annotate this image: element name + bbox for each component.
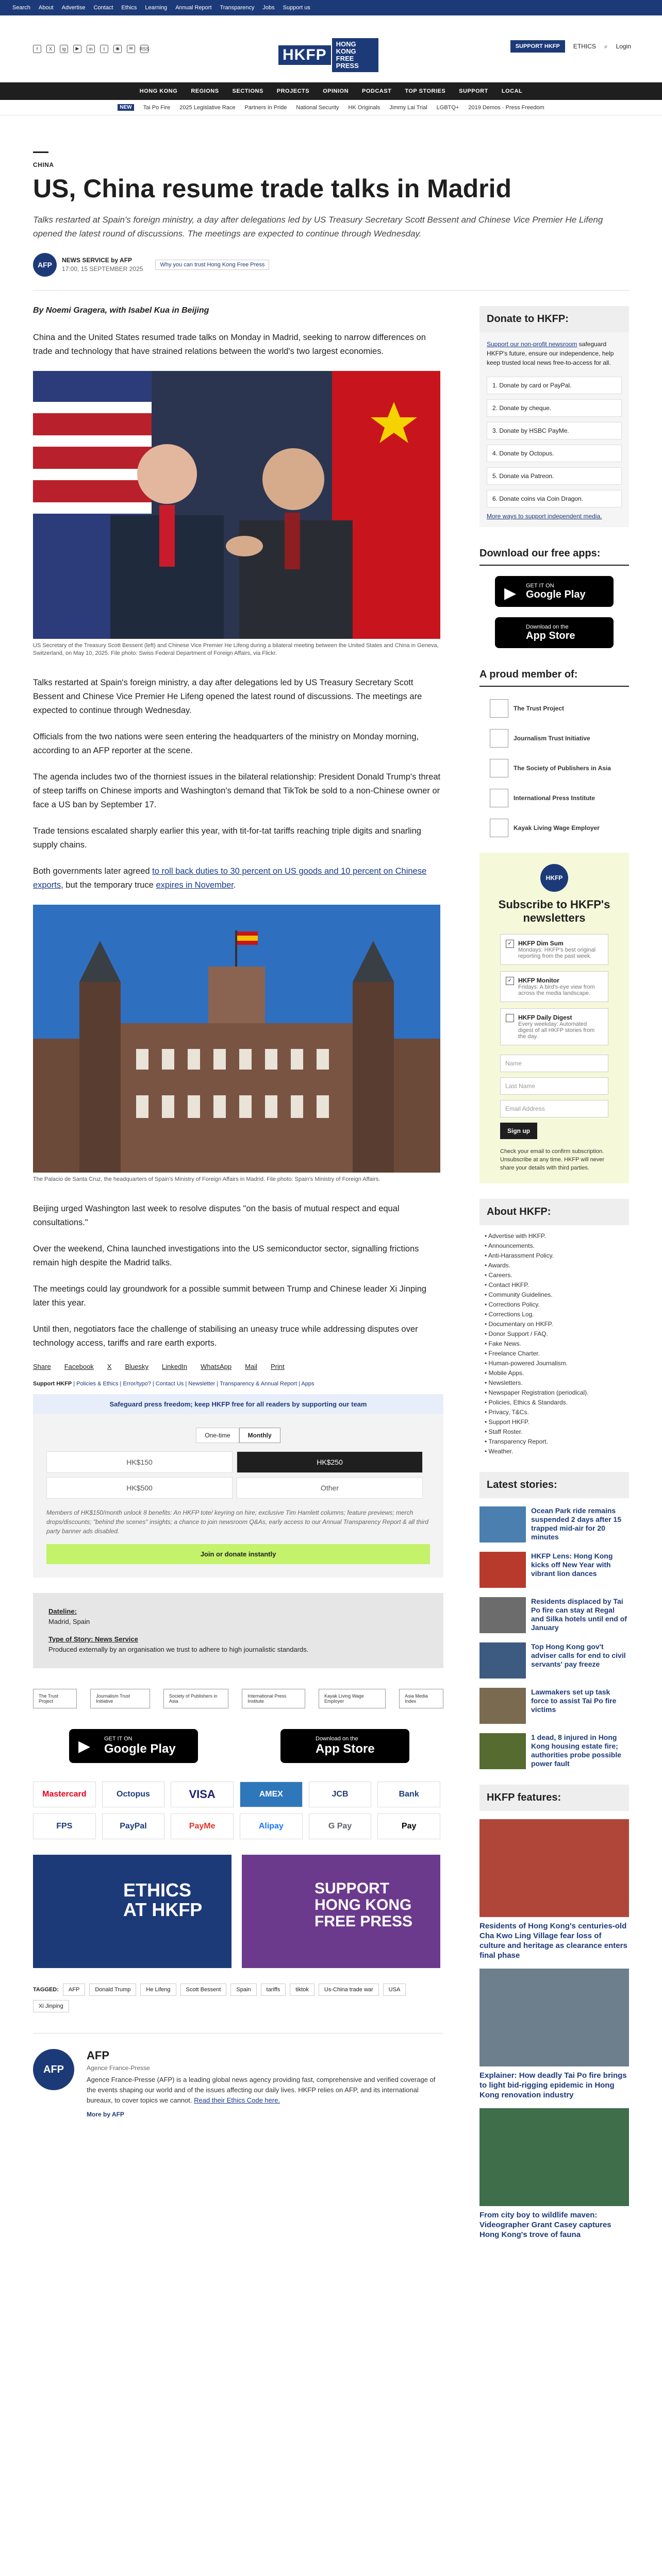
support-button[interactable]: SUPPORT HKFP	[510, 40, 565, 53]
newsletter-name: ✓ HKFP Dim Sum	[518, 940, 564, 947]
paragraph: Officials from the two nations were seen entering the headquarters of the ministry on Monday morning, according to an AFP reporter at the scene.	[33, 732, 419, 755]
store-small: Download on the	[526, 623, 569, 630]
bluesky-icon[interactable]: ◉	[113, 45, 122, 53]
author-info	[87, 2049, 443, 2118]
subnav-item[interactable]: Tai Po Fire	[143, 104, 171, 111]
story-type-label: Type of Story: News Service	[48, 1635, 138, 1643]
trust-link[interactable]: Why you can trust Hong Kong Free Press	[155, 260, 269, 270]
footer-link[interactable]: Transparency & Annual Report	[220, 1381, 297, 1387]
story-thumbnail	[479, 1688, 526, 1724]
story-thumbnail	[479, 1506, 526, 1543]
donate-option[interactable]: 6. Donate coins via Coin Dragon.	[487, 490, 622, 507]
content-layout	[0, 291, 662, 2240]
text: , but the temporary truce	[61, 880, 156, 890]
side-app-store-button[interactable]	[495, 617, 614, 648]
footer-link[interactable]: Apps	[301, 1381, 315, 1387]
trust-project-icon	[490, 699, 508, 718]
store-name: App Store	[526, 630, 575, 641]
donate-heading: Donate to HKFP:	[479, 306, 629, 332]
donate-option[interactable]: 2. Donate by cheque.	[487, 399, 622, 417]
badge-trust-project[interactable]: The Trust Project	[33, 1689, 77, 1708]
member-label: The Trust Project	[514, 705, 565, 712]
member-label: Kayak Living Wage Employer	[514, 824, 600, 832]
paragraph: The agenda includes two of the thorniest issues in the bilateral relationship: President Donald Trump's threat of steep tariffs on Chinese imports and Washington's demand that TikTok be sold to a non-Chinese owner or face a US ban by September 17.	[33, 772, 441, 809]
pay-jcb[interactable]: JCB	[309, 1782, 372, 1807]
share-mail[interactable]: Mail	[245, 1363, 257, 1370]
amount-option[interactable]: HK$150	[46, 1451, 233, 1473]
subnav-item[interactable]: National Security	[296, 104, 339, 111]
pay-applepay[interactable]: Pay	[377, 1814, 440, 1839]
support-link[interactable]: Support HKFP	[33, 1381, 72, 1387]
photo-palacio-santa-cruz	[33, 905, 440, 1173]
amount-options	[46, 1451, 423, 1499]
about-link[interactable]: • Fake News.	[485, 1339, 629, 1349]
source-name[interactable]: NEWS SERVICE by AFP	[62, 257, 133, 264]
about-link[interactable]: • Careers.	[485, 1270, 629, 1280]
subnav-item[interactable]: Partners in Pride	[244, 104, 287, 111]
about-link[interactable]: • Advertise with HKFP.	[485, 1231, 629, 1241]
topbar-item[interactable]: Advertise	[61, 5, 86, 11]
pay-paypal[interactable]: PayPal	[102, 1814, 165, 1839]
badge-ipi[interactable]: International Press Institute	[242, 1689, 305, 1708]
about-link[interactable]: • Mobile Apps.	[485, 1368, 629, 1378]
login-link[interactable]: Login	[616, 43, 631, 50]
tag[interactable]: Us-China trade war	[319, 1984, 379, 1996]
tag[interactable]: Scott Bessent	[180, 1984, 227, 1996]
nav-item[interactable]: PROJECTS	[276, 88, 310, 94]
nav-item[interactable]: OPINION	[323, 88, 349, 94]
safeguard-banner[interactable]: Safeguard press freedom; keep HKFP free for all readers by supporting our team	[33, 1394, 443, 1414]
topbar-item[interactable]: About	[38, 5, 54, 11]
jti-icon	[490, 729, 508, 748]
pay-gpay[interactable]: G Pay	[309, 1814, 372, 1839]
pay-fps[interactable]: FPS	[33, 1814, 96, 1839]
ethics-link[interactable]: ETHICS	[573, 43, 596, 50]
email-field[interactable]: Email Address	[500, 1100, 608, 1117]
tag[interactable]: Xi Jinping	[33, 2000, 69, 2012]
about-link[interactable]: • Community Guidelines.	[485, 1290, 629, 1300]
newsletter-desc: Every weekday: Automated digest of all HKFP stories from the day.	[518, 1021, 595, 1040]
text: Agence France-Presse (AFP) is a leading global news agency providing fast, comprehensive and verified coverage of the events shaping our world and of the issues affecting our daily lives. HKFP relies on AFP, and its international bureaux, to cover topics we cannot.	[87, 2076, 436, 2104]
newsletter-option[interactable]	[500, 934, 608, 965]
feature-title[interactable]: Explainer: How deadly Tai Po fire brings to light bid-rigging epidemic in Hong Kong renovation industry	[479, 2071, 627, 2099]
share-print[interactable]: Print	[270, 1363, 285, 1370]
nav-item[interactable]: LOCAL	[501, 88, 523, 94]
store-name: App Store	[316, 1742, 375, 1756]
photo-caption: The Palacio de Santa Cruz, the headquarters of Spain's Ministry of Foreign Affairs in Madrid. File photo: Spain's Ministry of Foreign Affairs.	[33, 1176, 380, 1182]
apps-heading: Download our free apps:	[479, 548, 629, 566]
paragraph	[33, 865, 443, 892]
story-details	[33, 1593, 443, 1668]
member-label: International Press Institute	[514, 794, 595, 802]
footer-link[interactable]: Newsletter	[188, 1381, 216, 1387]
nav-item[interactable]: PODCAST	[362, 88, 392, 94]
pay-mastercard[interactable]: Mastercard	[33, 1782, 96, 1807]
membership-note: Members of HK$150/month unlock 8 benefits: An HKFP tote/ keyring on hire; exclusive Tim Hamlett columns; feature previews; merch drops/discounts; "behind the scenes" insights; a chance to join newsroom Q&As, early access to our Annual Transparency Report & all third party banner ads disabled.	[46, 1509, 428, 1535]
member-badges	[33, 1689, 443, 1708]
x-icon[interactable]: X	[46, 45, 55, 53]
subnav-item[interactable]: 2025 Legislative Race	[179, 104, 236, 111]
paragraph: Until then, negotiators face the challenge of stabilising an uneasy truce while addressing disputes over technology access, tariffs and rare earth exports.	[33, 1325, 418, 1348]
hkfp-logo: HKFP	[540, 864, 568, 892]
inline-link[interactable]: to roll back duties to 30 percent on US goods and 10 percent on Chinese exports	[33, 867, 427, 890]
byline	[33, 253, 629, 277]
google-play-button[interactable]	[69, 1729, 198, 1763]
share-linkedin[interactable]: LinkedIn	[162, 1363, 188, 1370]
topbar-item[interactable]: Ethics	[121, 5, 137, 11]
author-bio	[87, 2075, 443, 2106]
promo-ethics[interactable]	[33, 1855, 231, 1968]
nav-item[interactable]: SECTIONS	[232, 88, 263, 94]
latest-story[interactable]	[479, 1597, 629, 1633]
promo-title: ETHICS AT HKFP	[123, 1879, 203, 1920]
about-link[interactable]: • Policies, Ethics & Standards.	[485, 1398, 629, 1408]
paragraph: Over the weekend, China launched investigations into the US semiconductor sector, signalling frictions remain high despite the Madrid talks.	[33, 1244, 419, 1267]
app-store-buttons	[33, 1729, 443, 1763]
byline-meta	[62, 256, 143, 274]
about-link[interactable]: • Newspaper Registration (periodical).	[485, 1388, 629, 1398]
share-bar	[33, 1363, 443, 1370]
newsletter-option[interactable]	[500, 971, 608, 1002]
topbar-item[interactable]: Jobs	[262, 5, 275, 11]
share-x[interactable]: X	[107, 1363, 112, 1370]
member-jti[interactable]	[490, 729, 619, 748]
photo-image	[33, 905, 440, 1173]
about-link[interactable]: • Weather.	[485, 1447, 629, 1456]
newsletter-desc: Mondays: HKFP's best original reporting from the past week.	[518, 947, 596, 959]
search-icon[interactable]: ⌕	[604, 42, 608, 50]
member-list	[479, 694, 629, 842]
name-field[interactable]: Name	[500, 1055, 608, 1072]
about-link[interactable]: • Support HKFP.	[485, 1417, 629, 1427]
member-label: Journalism Trust Initiative	[514, 735, 590, 742]
logo-mark: HKFP	[278, 45, 331, 65]
tag[interactable]: He Lifeng	[140, 1984, 176, 1996]
promo-banners	[33, 1855, 443, 1968]
story-title[interactable]: Lawmakers set up task force to assist Tai Po fire victims	[531, 1688, 617, 1714]
footer-link[interactable]: Policies & Ethics	[76, 1381, 119, 1387]
new-badge: NEW	[118, 104, 134, 111]
ethics-code-link[interactable]: Read their Ethics Code here.	[194, 2096, 280, 2104]
paragraph: Talks restarted at Spain's foreign ministry, a day after delegations led by US Treasury Secretary Scott Bessent and Chinese Vice Premier He Lifeng opened the latest round of discussions. The meetings are expected to continue through Wednesday.	[33, 678, 422, 715]
share-whatsapp[interactable]: WhatsApp	[201, 1363, 232, 1370]
sub-nav	[0, 100, 662, 115]
member-heading: A proud member of:	[479, 669, 629, 687]
share-label: Share	[33, 1363, 51, 1370]
donate-option[interactable]: 3. Donate by HSBC PayMe.	[487, 422, 622, 439]
story-type: Produced externally by an organisation we trust to adhere to high journalistic standards.	[48, 1646, 309, 1653]
paragraph: Beijing urged Washington last week to resolve disputes "on the basis of mutual respect and equal consultations."	[33, 1204, 400, 1227]
google-play-icon: ▶	[78, 1738, 91, 1755]
author-meta: Agence France-Presse	[87, 2064, 150, 2072]
sidebar	[479, 291, 629, 2240]
paragraph: Trade tensions escalated sharply earlier this year, with tit-for-tat tariffs reaching triple digits and snarling supply chains.	[33, 826, 421, 850]
about-link[interactable]: • Donor Support / FAQ.	[485, 1329, 629, 1339]
story-thumbnail	[479, 1642, 526, 1679]
feature-story[interactable]	[479, 2108, 629, 2240]
mail-icon[interactable]: ✉	[127, 45, 135, 53]
member-ipi[interactable]	[490, 789, 619, 807]
ipi-icon	[490, 789, 508, 807]
publish-date: 17:00, 15 SEPTEMBER 2025	[62, 265, 143, 273]
pay-alipay[interactable]: Alipay	[240, 1814, 303, 1839]
paragraph: The meetings could lay groundwork for a possible summit between Trump and Chinese leader Xi Jinping later this year.	[33, 1284, 427, 1308]
article-standfirst: Talks restarted at Spain's foreign ministry, a day after delegations led by US Treasury Secretary Scott Bessent and Chinese Vice Premier He Lifeng opened the latest round of discussions. The meetings are expected to continue through Wednesday.	[33, 215, 603, 239]
linkedin-icon[interactable]: in	[87, 45, 95, 53]
member-trust-project[interactable]	[490, 699, 619, 718]
last-name-field[interactable]: Last Name	[500, 1077, 608, 1095]
badge-asia-media[interactable]: Asia Media Index	[399, 1689, 443, 1708]
pay-amex[interactable]: AMEX	[240, 1782, 303, 1807]
newsletter-option[interactable]	[500, 1008, 608, 1045]
latest-story[interactable]	[479, 1552, 629, 1588]
about-link[interactable]: • Newsletters.	[485, 1378, 629, 1388]
feature-image	[479, 2108, 629, 2206]
pay-visa[interactable]: VISA	[171, 1782, 234, 1807]
youtube-icon[interactable]: ▶	[73, 45, 81, 53]
footer-links: Support HKFP | Policies & Ethics | Error/typo? | Contact Us | Newsletter | Transparency & Annual Report | Apps	[33, 1381, 315, 1387]
app-store-button[interactable]	[280, 1729, 409, 1763]
topbar-item[interactable]: Contact	[93, 5, 113, 11]
about-list	[479, 1231, 629, 1456]
photo-image	[33, 371, 440, 639]
main-nav	[0, 82, 662, 100]
text: .	[233, 880, 236, 890]
newsletter-fineprint: Check your email to confirm subscription. Unsubscribe at any time. HKFP will never share your details with third parties.	[500, 1148, 605, 1171]
member-label: The Society of Publishers in Asia	[514, 765, 611, 772]
about-link[interactable]: • Corrections Log.	[485, 1310, 629, 1319]
promo-support[interactable]	[242, 1855, 440, 1968]
about-link[interactable]: • Corrections Policy.	[485, 1300, 629, 1310]
member-kayak[interactable]	[490, 819, 619, 837]
freq-monthly[interactable]: Monthly	[239, 1428, 280, 1443]
feature-image	[479, 1819, 629, 1917]
header-actions	[510, 40, 631, 53]
photo-bessent-he-lifeng	[33, 371, 440, 639]
pay-bank[interactable]: Bank	[377, 1782, 440, 1807]
tag[interactable]: Spain	[230, 1984, 256, 1996]
nav-item[interactable]: HONG KONG	[139, 88, 178, 94]
story-title[interactable]: Residents displaced by Tai Po fire can stay at Regal and Silka hotels until end of January	[531, 1597, 627, 1632]
subnav-item[interactable]: Jimmy Lai Trial	[389, 104, 427, 111]
nav-item[interactable]: TOP STORIES	[405, 88, 446, 94]
paragraph: China and the United States resumed trade talks on Monday in Madrid, seeking to narrow differences on trade and technology that have strained relations between the world's two largest economies.	[33, 333, 426, 356]
donate-option[interactable]: 1. Donate by card or PayPal.	[487, 377, 622, 394]
about-link[interactable]: • Privacy, T&Cs.	[485, 1408, 629, 1417]
google-play-icon: ▶	[504, 585, 517, 602]
newsletter-signup	[479, 853, 629, 1183]
logo-text: HONG KONG FREE PRESS	[331, 38, 378, 72]
subnav-item[interactable]: LGBTQ+	[436, 104, 459, 111]
site-header	[0, 15, 662, 82]
kayak-icon	[490, 819, 508, 837]
tag[interactable]: USA	[383, 1984, 406, 1996]
dateline-label: Dateline:	[48, 1607, 77, 1615]
donate-intro	[487, 340, 622, 367]
about-link[interactable]: • Announcements.	[485, 1241, 629, 1251]
about-link[interactable]: • Awards.	[485, 1261, 629, 1270]
author-box	[33, 2033, 443, 2118]
facebook-icon[interactable]: f	[33, 45, 41, 53]
story-thumbnail	[479, 1733, 526, 1769]
store-name: Google Play	[104, 1742, 176, 1756]
newsletter-desc: Fridays: A bird's-eye view from across the media landscape.	[518, 984, 595, 996]
threads-icon[interactable]: t	[100, 45, 108, 53]
story-thumbnail	[479, 1552, 526, 1588]
photo-caption: US Secretary of the Treasury Scott Bessent (left) and Chinese Vice Premier He Lifeng during a bilateral meeting between the United States and China in Geneva, Switzerland, on May 10, 2025. File photo: Swiss Federal Department of Foreign Affairs, via Flickr.	[33, 642, 439, 656]
more-by-author[interactable]: More by AFP	[87, 2111, 124, 2118]
feature-image	[479, 1969, 629, 2066]
about-link[interactable]: • Contact HKFP.	[485, 1280, 629, 1290]
donate-box	[33, 1414, 443, 1578]
tags-label: TAGGED:	[33, 1987, 59, 1993]
store-small: GET IT ON	[104, 1736, 133, 1742]
donate-option[interactable]: 5. Donate via Patreon.	[487, 467, 622, 485]
about-link[interactable]: • Transparency Report.	[485, 1437, 629, 1447]
feature-title[interactable]: From city boy to wildlife maven: Videographer Grant Casey captures Hong Kong's trove of fauna	[479, 2211, 611, 2239]
latest-story[interactable]	[479, 1733, 629, 1769]
more-ways-link[interactable]: More ways to support independent media.	[487, 513, 602, 520]
author-name[interactable]: AFP	[87, 2049, 109, 2062]
article-title: US, China resume trade talks in Madrid	[33, 174, 512, 203]
feature-title[interactable]: Residents of Hong Kong's centuries-old Cha Kwo Ling Village fear loss of culture and heritage as clearance enters final phase	[479, 1922, 627, 1960]
social-icons	[33, 45, 148, 53]
pay-payme[interactable]: PayMe	[171, 1814, 234, 1839]
tag-list	[33, 1984, 443, 2012]
store-small: Download on the	[316, 1736, 358, 1742]
join-button[interactable]: Join or donate instantly	[46, 1544, 430, 1564]
donate-list	[479, 332, 629, 527]
pay-octopus[interactable]: Octopus	[102, 1782, 165, 1807]
story-title[interactable]: 1 dead, 8 injured in Hong Kong housing estate fire; authorities probe possible power fault	[531, 1733, 622, 1768]
frequency-toggle	[46, 1428, 430, 1443]
about-link[interactable]: • Human-powered Journalism.	[485, 1359, 629, 1368]
divider	[33, 151, 48, 153]
top-bar	[0, 0, 662, 15]
store-name: Google Play	[526, 588, 586, 600]
story-title[interactable]: Top Hong Kong gov't adviser calls for end to civil servants' pay freeze	[531, 1642, 626, 1668]
badge-jti[interactable]: Journalism Trust Initiative	[90, 1689, 150, 1708]
features-heading: HKFP features:	[479, 1785, 629, 1811]
subnav-item[interactable]: 2019 Demos · Press Freedom	[468, 104, 544, 111]
story-thumbnail	[479, 1597, 526, 1633]
amount-option-selected[interactable]: HK$250	[237, 1451, 423, 1473]
amount-option[interactable]: Other	[237, 1477, 423, 1499]
latest-story[interactable]	[479, 1642, 629, 1679]
tag[interactable]: tiktok	[290, 1984, 315, 1996]
freq-one-time[interactable]: One-time	[196, 1428, 239, 1443]
amount-option[interactable]: HK$500	[46, 1477, 233, 1499]
text: Both governments later agreed	[33, 867, 153, 876]
share-bluesky[interactable]: Bluesky	[125, 1363, 148, 1370]
tag[interactable]: tariffs	[261, 1984, 286, 1996]
donate-option[interactable]: 4. Donate by Octopus.	[487, 445, 622, 462]
article-header	[0, 115, 662, 277]
side-google-play-button[interactable]	[495, 576, 614, 607]
instagram-icon[interactable]: ig	[60, 45, 68, 53]
sopa-icon	[490, 759, 508, 777]
footer-link[interactable]: Error/typo?	[123, 1381, 151, 1387]
about-link[interactable]: • Freelance Charter.	[485, 1349, 629, 1359]
latest-heading: Latest stories:	[479, 1472, 629, 1498]
latest-story[interactable]	[479, 1688, 629, 1724]
signup-button[interactable]: Sign up	[500, 1123, 537, 1139]
site-logo[interactable]	[278, 38, 378, 72]
story-title[interactable]: HKFP Lens: Hong Kong kicks off New Year with vibrant lion dances	[531, 1552, 613, 1578]
donate-intro-link[interactable]: Support our non-profit newsroom	[487, 341, 577, 348]
topbar-item[interactable]: Search	[12, 5, 30, 11]
nav-item[interactable]: SUPPORT	[459, 88, 488, 94]
story-title[interactable]: Ocean Park ride remains suspended 2 days after 15 trapped mid-air for 20 minutes	[531, 1506, 622, 1541]
dateline: Madrid, Spain	[48, 1618, 90, 1625]
about-link[interactable]: • Documentary on HKFP.	[485, 1319, 629, 1329]
subnav-item[interactable]: HK Originals	[348, 104, 380, 111]
topbar-item[interactable]: Learning	[145, 5, 168, 11]
promo-title: SUPPORT HONG KONG FREE PRESS	[315, 1880, 413, 1930]
text: safeguard HKFP's future, ensure our independence, help keep trusted local news free-to-access for all.	[487, 341, 614, 366]
tag[interactable]: AFP	[63, 1984, 85, 1996]
article-category[interactable]: CHINA	[33, 161, 54, 168]
topbar-item[interactable]: Annual Report	[175, 5, 212, 11]
about-link[interactable]: • Staff Roster.	[485, 1427, 629, 1437]
payment-methods	[33, 1782, 440, 1839]
about-link[interactable]: • Anti-Harassment Policy.	[485, 1251, 629, 1261]
author-avatar[interactable]: AFP	[33, 2049, 74, 2090]
store-small: GET IT ON	[526, 582, 554, 589]
latest-story[interactable]	[479, 1506, 629, 1543]
topbar-item[interactable]: Support us	[283, 5, 310, 11]
article-body	[33, 291, 443, 2240]
feature-story[interactable]	[479, 1969, 629, 2100]
badge-kayak[interactable]: Kayak Living Wage Employer	[319, 1689, 386, 1708]
tag[interactable]: Donald Trump	[89, 1984, 136, 1996]
feature-story[interactable]	[479, 1819, 629, 1960]
source-avatar[interactable]: AFP	[33, 253, 57, 277]
topbar-item[interactable]: Transparency	[220, 5, 255, 11]
newsletter-name: ✓ HKFP Monitor	[518, 977, 559, 984]
badge-sopa[interactable]: Society of Publishers in Asia	[163, 1689, 228, 1708]
share-facebook[interactable]: Facebook	[64, 1363, 94, 1370]
rss-icon[interactable]: RSS	[140, 45, 148, 53]
article-authors: By Noemi Gragera, with Isabel Kua in Beijing	[33, 306, 209, 315]
about-heading: About HKFP:	[479, 1199, 629, 1225]
newsletter-heading: Subscribe to HKFP's newsletters	[498, 898, 610, 924]
nav-item[interactable]: REGIONS	[191, 88, 219, 94]
member-sopa[interactable]	[490, 759, 619, 777]
footer-link[interactable]: Contact Us	[155, 1381, 184, 1387]
newsletter-name: HKFP Daily Digest	[518, 1014, 572, 1021]
inline-link[interactable]: expires in November	[156, 880, 234, 890]
